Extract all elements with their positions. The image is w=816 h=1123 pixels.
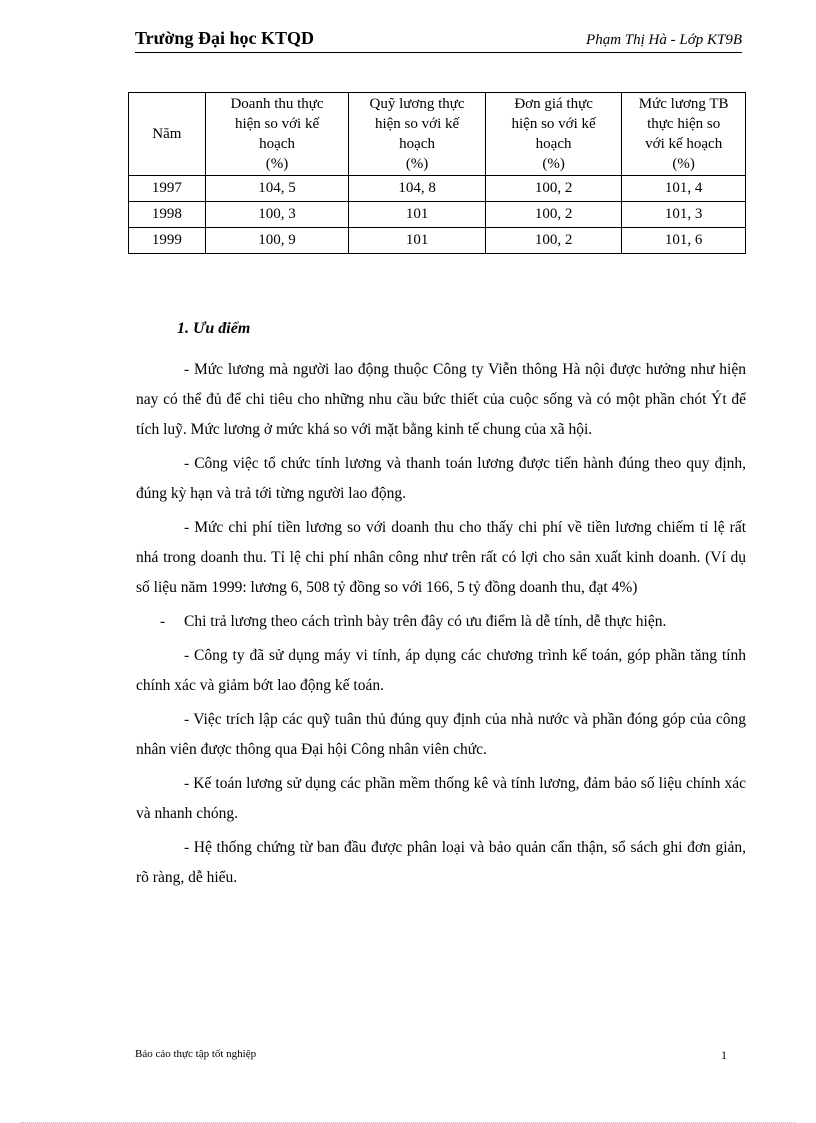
header-salary-fund: Quỹ lương thực hiện so với kế hoạch (%) (349, 93, 486, 176)
bullet-text: Chi trả lương theo cách trình bày trên đây có ưu điểm là dễ tính, dễ thực hiện. (184, 613, 667, 630)
paragraph: - Mức chi phí tiền lương so với doanh thu cho thấy chi phí về tiền lương chiếm tỉ lệ rất nhá trong doanh thu. Tỉ lệ chi phí nhân công như trên rất có lợi cho sản xuất kinh doanh. (Ví dụ số liệu năm 1999: lương 6, 508 tỷ đồng so với 166, 5 tỷ đồng doanh thu, đạt 4%) (136, 519, 746, 596)
paragraph: - Kế toán lương sử dụng các phần mềm thống kê và tính lương, đảm bảo số liệu chính xác và nhanh chóng. (136, 775, 746, 822)
table-header-row (129, 93, 746, 176)
table-cell: 104, 8 (349, 176, 486, 202)
table-row (129, 176, 746, 202)
table-cell: 100, 9 (205, 228, 349, 254)
table-cell: 1999 (129, 228, 206, 254)
bullet-dash: - (160, 613, 166, 630)
table-cell: 101, 3 (622, 202, 746, 228)
section-title: 1. Ưu điểm (177, 320, 251, 337)
table-cell: 101, 4 (622, 176, 746, 202)
table-row (129, 228, 746, 254)
header-school: Trường Đại học KTQD (135, 28, 314, 48)
header-author: Phạm Thị Hà - Lớp KT9B (586, 32, 742, 48)
paragraph: - Hệ thống chứng từ ban đầu được phân loại và bảo quản cẩn thận, sổ sách ghi đơn giản, rõ ràng, dễ hiểu. (136, 839, 746, 886)
paragraph: - Mức lương mà người lao động thuộc Công ty Viễn thông Hà nội được hưởng như hiện nay có thể đủ để chi tiêu cho những nhu cầu bức thiết của cuộc sống và có một phần chót Ýt để tích luỹ. Mức lương ở mức khá so với mặt bằng kinh tế chung của xã hội. (136, 361, 746, 438)
table-cell: 101 (349, 202, 486, 228)
table-cell: 100, 2 (485, 228, 622, 254)
bullet-paragraph (136, 607, 746, 637)
table-cell: 100, 2 (485, 176, 622, 202)
paragraph: - Công ty đã sử dụng máy vi tính, áp dụng các chương trình kế toán, góp phần tăng tính chính xác và giảm bớt lao động kế toán. (136, 647, 746, 694)
header-revenue: Doanh thu thực hiện so với kế hoạch (%) (205, 93, 349, 176)
footer-title: Báo cáo thực tập tốt nghiệp (135, 1048, 257, 1060)
paragraph: - Công việc tổ chức tính lương và thanh toán lương được tiến hành đúng theo quy định, đúng kỳ hạn và trả tới từng người lao động. (136, 455, 746, 502)
page-header (135, 28, 742, 53)
table-row (129, 202, 746, 228)
table-cell: 104, 5 (205, 176, 349, 202)
paragraph: - Việc trích lập các quỹ tuân thủ đúng quy định của nhà nước và phần đóng góp của công nhân viên được thông qua Đại hội Công nhân viên chức. (136, 711, 746, 758)
page-number: 1 (721, 1048, 727, 1062)
header-avg-salary: Mức lương TB thực hiện so với kế hoạch (%) (622, 93, 746, 176)
header-unit-price: Đơn giá thực hiện so với kế hoạch (%) (485, 93, 622, 176)
table-cell: 101 (349, 228, 486, 254)
table-cell: 1998 (129, 202, 206, 228)
table-cell: 100, 3 (205, 202, 349, 228)
header-year: Năm (129, 93, 206, 176)
body-text (136, 355, 746, 897)
table-cell: 101, 6 (622, 228, 746, 254)
table-cell: 100, 2 (485, 202, 622, 228)
table-cell: 1997 (129, 176, 206, 202)
salary-table (128, 92, 746, 254)
